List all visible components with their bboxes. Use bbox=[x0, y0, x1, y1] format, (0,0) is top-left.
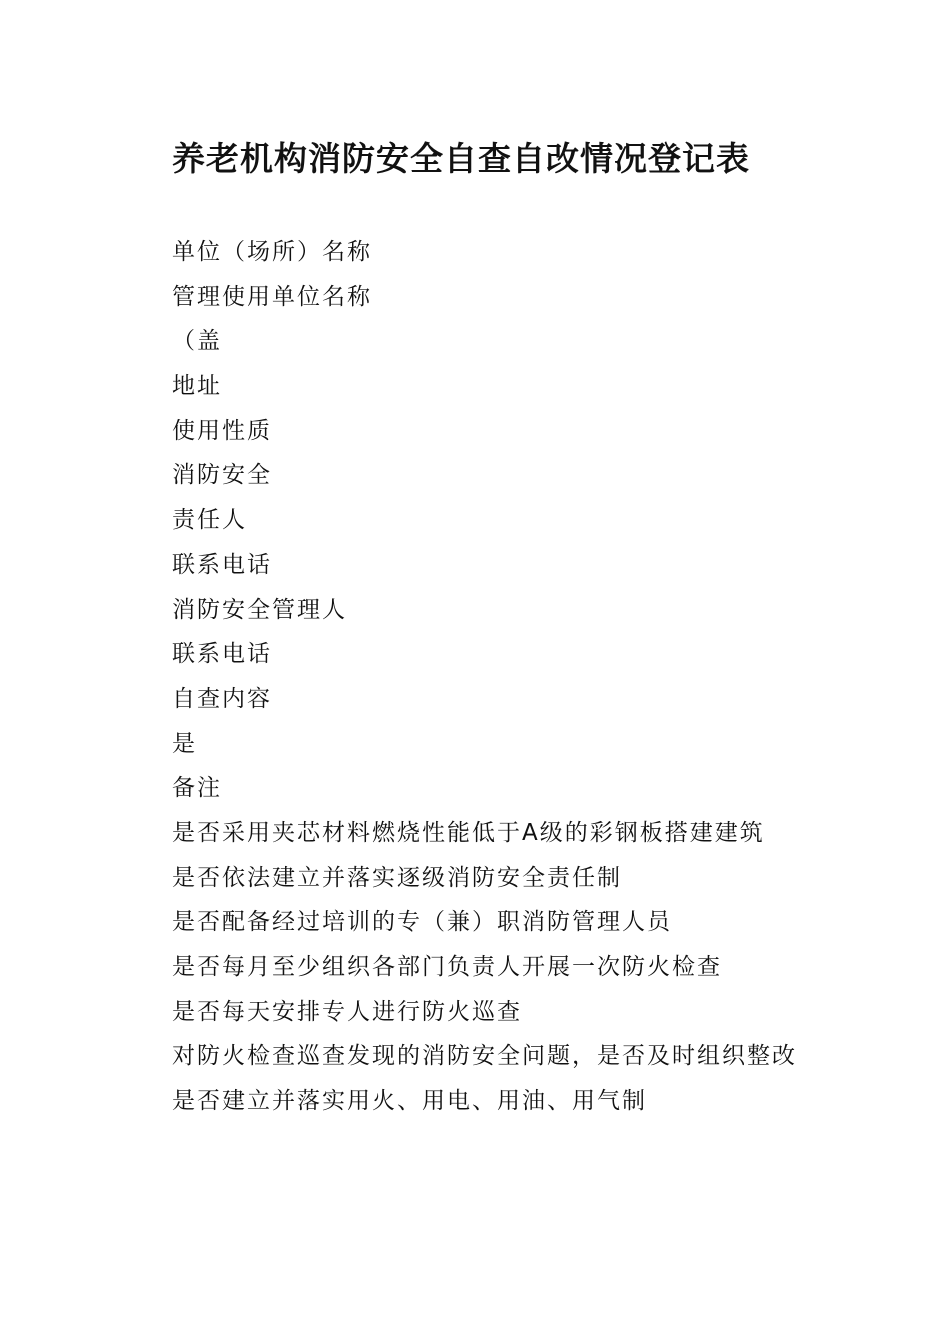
field-label-usage-type: 使用性质 bbox=[172, 417, 272, 444]
field-label-fire-safety-manager: 消防安全管理人 bbox=[172, 596, 347, 623]
document-body bbox=[172, 230, 892, 1124]
field-label-address: 地址 bbox=[172, 373, 222, 400]
document-title: 养老机构消防安全自查自改情况登记表 bbox=[172, 139, 750, 178]
check-item: 对防火检查巡查发现的消防安全问题，是否及时组织整改 bbox=[172, 1043, 797, 1070]
field-label-unit-name: 单位（场所）名称 bbox=[172, 239, 372, 265]
field-label-management-unit-name: 管理使用单位名称 bbox=[172, 283, 372, 310]
column-header-check-content: 自查内容 bbox=[172, 685, 272, 712]
check-item: 是否依法建立并落实逐级消防安全责任制 bbox=[172, 864, 622, 891]
field-label-contact-phone-2: 联系电话 bbox=[172, 641, 272, 668]
check-item: 是否采用夹芯材料燃烧性能低于A级的彩钢板搭建建筑 bbox=[172, 819, 765, 846]
field-label-contact-phone: 联系电话 bbox=[172, 551, 272, 578]
field-label-fire-safety: 消防安全 bbox=[172, 462, 272, 489]
check-item: 是否配备经过培训的专（兼）职消防管理人员 bbox=[172, 909, 672, 936]
field-label-responsible-person: 责任人 bbox=[172, 507, 247, 534]
column-header-yes: 是 bbox=[172, 730, 197, 757]
column-header-remarks: 备注 bbox=[172, 775, 222, 802]
check-item: 是否每天安排专人进行防火巡查 bbox=[172, 998, 522, 1025]
check-item: 是否每月至少组织各部门负责人开展一次防火检查 bbox=[172, 954, 722, 980]
seal-note: （盖 bbox=[172, 328, 222, 355]
check-item: 是否建立并落实用火、用电、用油、用气制 bbox=[172, 1088, 647, 1115]
